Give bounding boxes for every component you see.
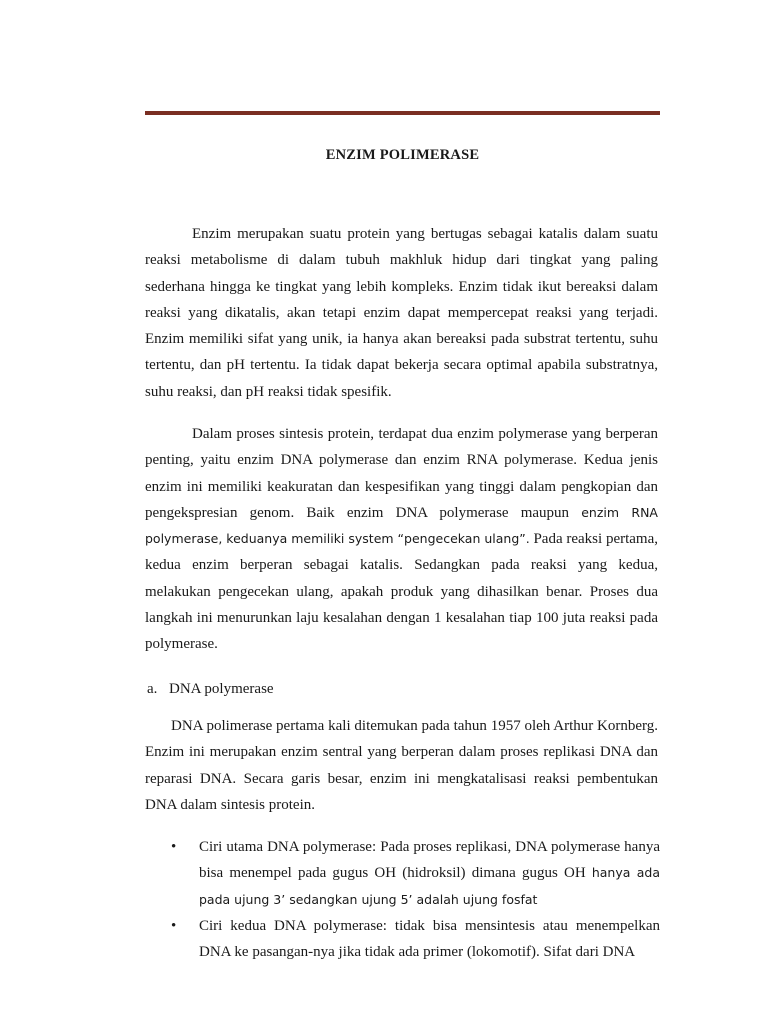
paragraph-enzyme-intro: Enzim merupakan suatu protein yang bertugas sebagai katalis dalam suatu reaksi metabolisme di dalam tubuh makhluk hidup dari tingkat yang paling sederhana hingga ke tingkat yang lebih kompleks. Enzim tidak ikut bereaksi dalam reaksi yang dikatalis, akan tetapi enzim dapat mempercepat reaksi yang terjadi. Enzim memiliki sifat yang unik, ia hanya akan bereaksi pada substrat tertentu, suhu tertentu, dan pH tertentu. Ia tidak dapat bekerja secara optimal apabila substratnya, suhu reaksi, dan pH reaksi tidak spesifik. [145, 226, 658, 400]
paragraph-polymerase-overview [145, 421, 658, 658]
header-rule [145, 111, 660, 115]
paragraph-polymerase-text-1: Dalam proses sintesis protein, terdapat dua enzim polymerase yang berperan penting, yaitu enzim DNA polymerase dan enzim RNA polymerase. Kedua jenis enzim ini memiliki keakuratan dan kespesifikan yang tinggi dalam pengkopian dan pengekspresian genom. Baik enzim DNA polymerase maupun [145, 426, 658, 521]
section-marker: a. [147, 681, 158, 697]
bullet-dot: • [171, 917, 177, 934]
section-heading-dna-polymerase [147, 677, 274, 701]
bullet-item-1 [145, 834, 660, 913]
bullet-text: Ciri utama DNA polymerase: Pada proses replikasi, DNA polymerase hanya bisa menempel pada gugus OH (hidroksil) dimana gugus OH [199, 839, 660, 882]
paragraph-polymerase-text-2: Pada reaksi pertama, kedua enzim berperan sebagai katalis. Sedangkan pada reaksi yang kedua, melakukan pengecekan ulang, apakah produk yang dihasilkan benar. Proses dua langkah ini menurunkan laju kesalahan dengan 1 kesalahan tiap 100 juta reaksi pada polymerase. [145, 531, 658, 653]
document-title: ENZIM POLIMERASE [325, 147, 480, 163]
paragraph-polymerase-sans-run: enzim RNA polymerase, keduanya memiliki system “pengecekan ulang”. [145, 504, 658, 547]
bullet-text: Ciri kedua DNA polymerase: tidak bisa mensintesis atau menempelkan DNA ke pasangan-nya jika tidak ada primer (lokomotif). Sifat dari DNA [199, 917, 660, 961]
bullet-sans-text: hanya ada pada ujung 3’ sedangkan ujung 5’ adalah ujung fosfat [199, 865, 661, 907]
section-heading-text: DNA polymerase [169, 681, 274, 697]
bullet-list [145, 834, 660, 965]
bullet-dot: • [171, 839, 177, 855]
bullet-item-2 [145, 913, 660, 966]
paragraph-dna-polymerase: DNA polimerase pertama kali ditemukan pada tahun 1957 oleh Arthur Kornberg. Enzim ini merupakan enzim sentral yang berperan dalam proses replikasi DNA dan reparasi DNA. Secara garis besar, enzim ini mengkatalisasi reaksi pembentukan DNA dalam sintesis protein. [145, 718, 658, 813]
